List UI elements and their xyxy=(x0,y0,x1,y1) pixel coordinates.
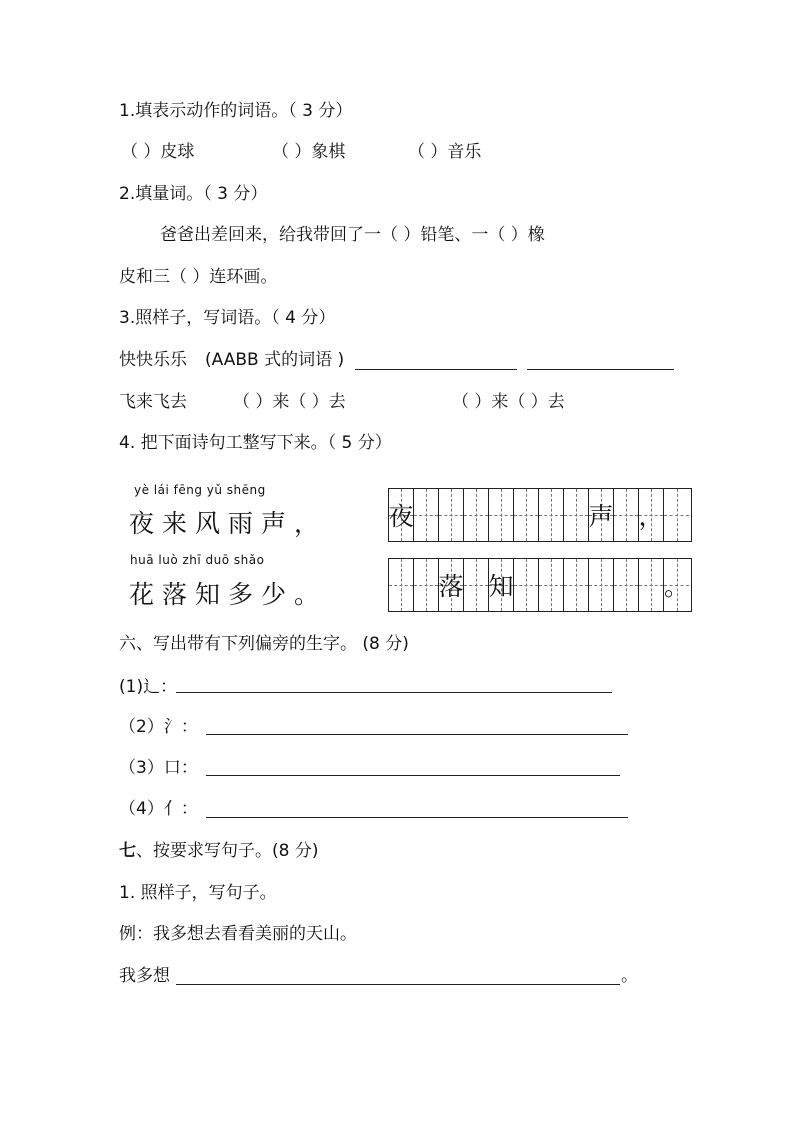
grid-cell[interactable] xyxy=(464,559,489,611)
q6-title: 六、写出带有下列偏旁的生字。 (8 分) xyxy=(119,634,409,654)
q6-item-2: （2）氵： xyxy=(119,717,198,737)
grid-cell-guide xyxy=(464,585,488,586)
grid-cell[interactable] xyxy=(564,489,589,541)
grid-cell-guide xyxy=(664,515,689,516)
q1-item-2: （ ）象棋 xyxy=(272,142,346,162)
q1-title: 1.填表示动作的词语。（ 3 分） xyxy=(119,101,353,121)
q6-item-4: （4）亻： xyxy=(119,799,198,819)
q6-answer-line-2[interactable] xyxy=(206,734,628,735)
grid-cell-character: 落 xyxy=(438,572,464,601)
grid-cell[interactable] xyxy=(514,489,539,541)
q2-line-1: 爸爸出差回来，给我带回了一（ ）铅笔、一（ ）橡 xyxy=(160,225,545,245)
q6-answer-line-4[interactable] xyxy=(206,817,628,818)
grid-cell-guide xyxy=(514,585,538,586)
grid-cell-guide xyxy=(414,515,438,516)
q4-pinyin-2: huā luò zhī duō shǎo xyxy=(130,553,265,567)
q3-example-note: (AABB 式的词语 ) xyxy=(205,350,345,370)
grid-cell-guide xyxy=(539,585,563,586)
q6-answer-line-1[interactable] xyxy=(176,692,612,693)
writing-grid-2[interactable] xyxy=(388,558,692,612)
q3-title: 3.照样子，写词语。（ 4 分） xyxy=(119,308,336,328)
q7-title xyxy=(119,840,318,862)
q6-answer-line-3[interactable] xyxy=(206,775,620,776)
grid-cell[interactable] xyxy=(439,559,464,611)
grid-cell-guide xyxy=(414,585,438,586)
grid-cell-guide xyxy=(589,585,613,586)
grid-cell[interactable] xyxy=(389,489,414,541)
q1-item-3: （ ）音乐 xyxy=(408,142,482,162)
q2-line-2: 皮和三（ ）连环画。 xyxy=(119,267,278,287)
q3-answer-line-1[interactable] xyxy=(355,369,517,370)
grid-cell[interactable] xyxy=(589,559,614,611)
grid-cell[interactable] xyxy=(539,489,564,541)
q4-title: 4. 把下面诗句工整写下来。（ 5 分） xyxy=(119,433,392,453)
grid-cell[interactable] xyxy=(564,559,589,611)
q4-pinyin-1: yè lái fēng yǔ shēng xyxy=(134,483,266,497)
grid-cell-character: 夜 xyxy=(388,502,414,531)
grid-cell-guide xyxy=(439,515,463,516)
grid-cell-guide xyxy=(539,515,563,516)
grid-cell[interactable] xyxy=(614,559,639,611)
grid-cell[interactable] xyxy=(464,489,489,541)
grid-cell-guide xyxy=(564,515,588,516)
grid-cell-character: 声 xyxy=(588,502,614,531)
q6-item-3: （3）口： xyxy=(119,758,198,778)
q3-example2-blank-a: （ ）来（ ）去 xyxy=(233,392,346,412)
q3-example2-word: 飞来飞去 xyxy=(119,392,187,412)
grid-cell[interactable] xyxy=(614,489,639,541)
grid-cell-character: 。 xyxy=(664,572,690,601)
q3-example2-blank-b: （ ）来（ ）去 xyxy=(452,392,565,412)
q7-answer-line[interactable] xyxy=(176,984,620,985)
q7-answer-suffix: 。 xyxy=(621,966,638,986)
q1-item-1: （ ）皮球 xyxy=(121,142,195,162)
q4-poem-line-2: 花落知多少。 xyxy=(129,580,328,609)
grid-cell[interactable] xyxy=(489,489,514,541)
grid-cell[interactable] xyxy=(389,559,414,611)
grid-cell[interactable] xyxy=(414,489,439,541)
q2-title: 2.填量词。（ 3 分） xyxy=(119,184,268,204)
grid-cell-character: ， xyxy=(638,502,664,531)
grid-cell-guide xyxy=(514,515,538,516)
q4-poem-line-1: 夜来风雨声， xyxy=(129,509,328,538)
grid-cell-guide xyxy=(614,585,638,586)
grid-cell-guide xyxy=(639,585,663,586)
grid-cell[interactable] xyxy=(589,489,614,541)
q7-title-text: 、按要求写句子。(8 分) xyxy=(136,841,319,861)
grid-cell-guide xyxy=(464,515,488,516)
grid-cell[interactable] xyxy=(539,559,564,611)
grid-cell-guide xyxy=(614,515,638,516)
grid-cell[interactable] xyxy=(514,559,539,611)
grid-cell[interactable] xyxy=(414,559,439,611)
grid-cell[interactable] xyxy=(639,489,664,541)
q6-item-1: (1)辶： xyxy=(119,677,178,697)
q7-example: 例：我多想去看看美丽的天山。 xyxy=(119,924,357,944)
grid-cell-character: 知 xyxy=(488,572,514,601)
grid-cell[interactable] xyxy=(639,559,664,611)
grid-cell-guide xyxy=(389,585,413,586)
q7-title-number: 七 xyxy=(119,841,136,861)
q7-answer-prefix: 我多想 xyxy=(119,966,170,986)
grid-cell[interactable] xyxy=(489,559,514,611)
grid-cell[interactable] xyxy=(664,559,689,611)
q7-subtitle: 1. 照样子，写句子。 xyxy=(119,883,277,903)
grid-cell-guide xyxy=(489,515,513,516)
grid-cell[interactable] xyxy=(664,489,689,541)
q3-answer-line-2[interactable] xyxy=(527,369,674,370)
writing-grid-1[interactable] xyxy=(388,488,692,542)
q3-example-word: 快快乐乐 xyxy=(119,350,187,370)
grid-cell-guide xyxy=(564,585,588,586)
grid-cell[interactable] xyxy=(439,489,464,541)
